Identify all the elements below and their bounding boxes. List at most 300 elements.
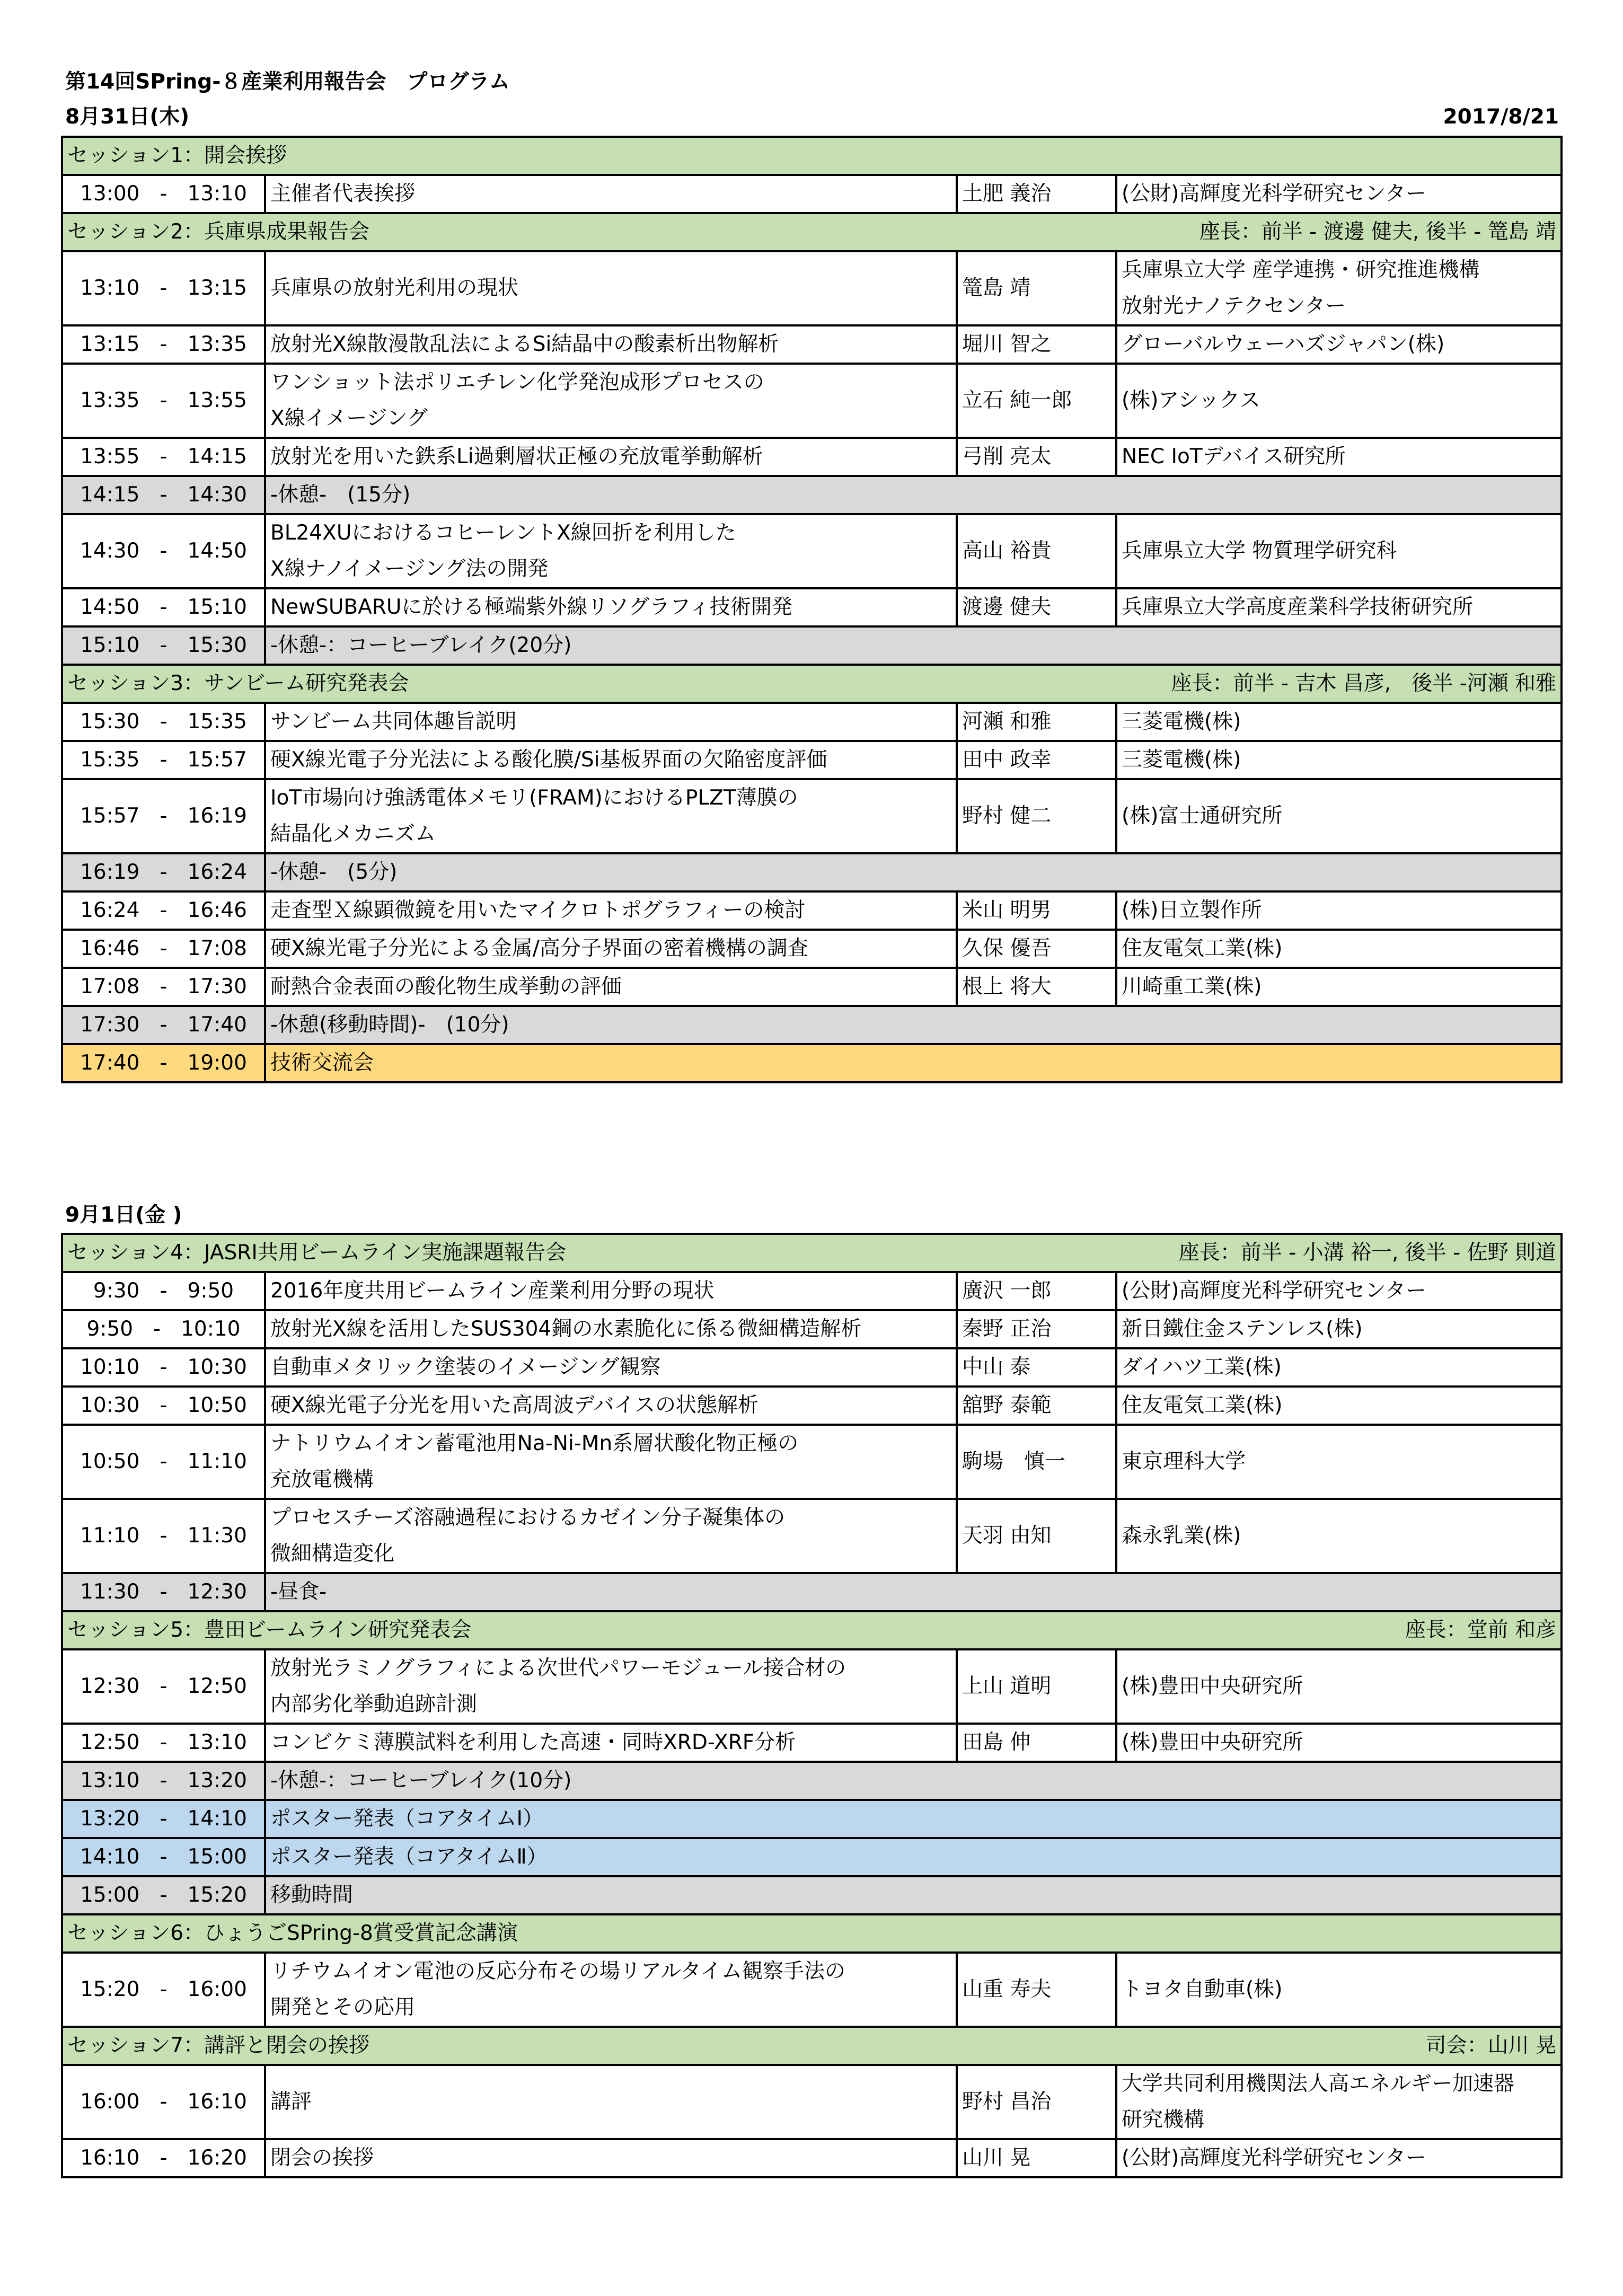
speaker-cell: 河瀬 和雅 [957, 703, 1116, 741]
time-cell [62, 1800, 265, 1838]
poster-row [62, 1800, 1562, 1838]
end-time: 16:20 [187, 2146, 247, 2170]
end-time: 13:20 [187, 1769, 247, 1792]
talk-row [62, 2065, 1562, 2139]
speaker-cell: 米山 明男 [957, 891, 1116, 930]
speaker-cell: 田中 政幸 [957, 741, 1116, 779]
time-cell [62, 1425, 265, 1499]
poster-row [62, 1838, 1562, 1876]
talk-title: サンビーム共同体趣旨説明 [270, 710, 517, 734]
speaker-cell: 廣沢 一郎 [957, 1272, 1116, 1310]
break-label: -休憩- (15分) [265, 476, 1562, 514]
start-time: 10:10 [80, 1355, 140, 1379]
talk-title-cell [265, 1649, 957, 1724]
affiliation: 兵庫県立大学高度産業科学技術研究所 [1122, 595, 1474, 619]
start-time: 11:30 [80, 1580, 140, 1604]
time-cell [62, 930, 265, 968]
start-time: 10:50 [80, 1450, 140, 1473]
time-separator: - [160, 633, 167, 657]
time-separator: - [160, 1051, 167, 1075]
affiliation-cell [1116, 1310, 1562, 1348]
start-time: 14:10 [80, 1845, 140, 1869]
time-separator: - [160, 1393, 167, 1417]
time-separator: - [160, 710, 167, 734]
talk-title-cell [265, 1425, 957, 1499]
time-separator: - [160, 1013, 167, 1037]
start-time: 9:50 [86, 1317, 134, 1341]
end-time: 14:10 [187, 1807, 247, 1831]
talk-title: 放射光X線散漫散乱法によるSi結晶中の酸素析出物解析 [270, 332, 779, 356]
break-row [62, 1006, 1562, 1044]
affiliation: 兵庫県立大学 産学連携・研究推進機構 [1122, 258, 1480, 282]
talk-title-cell [265, 175, 957, 213]
time-cell [62, 1310, 265, 1348]
start-time: 16:19 [80, 860, 140, 884]
talk-title: IoT市場向け強誘電体メモリ(FRAM)におけるPLZT薄膜の [270, 786, 798, 810]
talk-title-cell [265, 703, 957, 741]
talk-title: X線イメージング [270, 407, 428, 430]
talk-row [62, 588, 1562, 626]
talk-title-cell [265, 891, 957, 930]
break-row [62, 1573, 1562, 1611]
time-cell [62, 703, 265, 741]
affiliation-cell [1116, 1272, 1562, 1310]
time-cell [62, 626, 265, 665]
talk-row [62, 438, 1562, 476]
end-time: 17:08 [187, 937, 247, 960]
affiliation: 東京理科大学 [1122, 1450, 1246, 1473]
affiliation: 三菱電機(株) [1122, 710, 1241, 734]
affiliation: 川崎重工業(株) [1122, 975, 1262, 999]
affiliation: 放射光ナノテクセンター [1122, 294, 1346, 318]
end-time: 15:57 [187, 748, 247, 772]
time-separator: - [160, 937, 167, 960]
break-row [62, 626, 1562, 665]
talk-title: BL24XUにおけるコヒーレントX線回折を利用した [270, 521, 736, 545]
break-label: -休憩(移動時間)- (10分) [265, 1006, 1562, 1044]
talk-row [62, 364, 1562, 438]
end-time: 13:10 [187, 182, 247, 206]
talk-row [62, 1387, 1562, 1425]
time-separator: - [160, 975, 167, 999]
end-time: 11:10 [187, 1450, 247, 1473]
time-separator: - [160, 1883, 167, 1907]
affiliation-cell [1116, 930, 1562, 968]
session-row [62, 665, 1562, 703]
end-time: 16:19 [187, 804, 247, 828]
time-cell [62, 891, 265, 930]
time-cell [62, 1724, 265, 1762]
session-chair: 座長：前半 - 小溝 裕一, 後半 - 佐野 則道 [1178, 1241, 1557, 1265]
affiliation-cell [1116, 514, 1562, 588]
talk-title-cell [265, 1310, 957, 1348]
talk-title: 兵庫県の放射光利用の現状 [270, 276, 519, 300]
talk-row [62, 1953, 1562, 2027]
day-label: 8月31日(木) [65, 105, 190, 129]
talk-title-cell [265, 741, 957, 779]
time-cell [62, 364, 265, 438]
affiliation: (株)富士通研究所 [1122, 804, 1283, 828]
talk-title: X線ナノイメージング法の開発 [270, 557, 549, 581]
speaker-cell: 天羽 由知 [957, 1499, 1116, 1573]
end-time: 11:30 [187, 1524, 247, 1548]
talk-title: 硬X線光電子分光法による酸化膜/Si基板界面の欠陥密度評価 [270, 748, 827, 772]
session-header-cell [62, 137, 1562, 175]
talk-title: 微細構造変化 [270, 1542, 395, 1566]
affiliation-cell [1116, 251, 1562, 325]
talk-row [62, 175, 1562, 213]
time-separator: - [160, 1355, 167, 1379]
end-time: 16:46 [187, 898, 247, 922]
start-time: 15:10 [80, 633, 140, 657]
time-separator: - [160, 804, 167, 828]
time-cell [62, 1649, 265, 1724]
time-separator: - [160, 1674, 167, 1698]
affiliation: 住友電気工業(株) [1122, 937, 1283, 960]
start-time: 15:00 [80, 1883, 140, 1907]
start-time: 12:30 [80, 1674, 140, 1698]
speaker-cell: 篭島 靖 [957, 251, 1116, 325]
speaker-cell: 山川 晃 [957, 2139, 1116, 2177]
talk-title-cell [265, 514, 957, 588]
speaker-cell: 野村 昌治 [957, 2065, 1116, 2139]
time-separator: - [160, 898, 167, 922]
time-cell [62, 741, 265, 779]
time-separator: - [160, 539, 167, 563]
talk-row [62, 779, 1562, 853]
poster-label: ポスター発表（コアタイムⅡ） [265, 1838, 1562, 1876]
end-time: 16:24 [187, 860, 247, 884]
affiliation-cell [1116, 1348, 1562, 1387]
affiliation-cell [1116, 438, 1562, 476]
affiliation-cell [1116, 741, 1562, 779]
start-time: 13:20 [80, 1807, 140, 1831]
session-header-cell [62, 665, 1562, 703]
affiliation: (株)日立製作所 [1122, 898, 1262, 922]
break-label: -昼食- [265, 1573, 1562, 1611]
talk-title: ナトリウムイオン蓄電池用Na-Ni-Mn系層状酸化物正極の [270, 1432, 799, 1455]
talk-title: 閉会の挨拶 [270, 2146, 374, 2170]
start-time: 13:55 [80, 445, 140, 469]
affiliation: 新日鐵住金ステンレス(株) [1122, 1317, 1363, 1341]
end-time: 12:50 [187, 1674, 247, 1698]
talk-title: NewSUBARUに於ける極端紫外線リソグラフィ技術開発 [270, 595, 792, 619]
time-separator: - [160, 860, 167, 884]
talk-title: 放射光を用いた鉄系Li過剰層状正極の充放電挙動解析 [270, 445, 763, 469]
session-title: セッション1：開会挨拶 [67, 144, 287, 167]
time-cell [62, 853, 265, 891]
affiliation-cell [1116, 2139, 1562, 2177]
time-cell [62, 438, 265, 476]
speaker-cell: 久保 優吾 [957, 930, 1116, 968]
affiliation: (公財)高輝度光科学研究センター [1122, 182, 1426, 206]
start-time: 13:15 [80, 332, 140, 356]
time-separator: - [160, 1580, 167, 1604]
session-title: セッション6：ひょうごSPring-8賞受賞記念講演 [67, 1921, 518, 1945]
session-header-cell [62, 2027, 1562, 2065]
speaker-cell: 上山 道明 [957, 1649, 1116, 1724]
start-time: 12:50 [80, 1730, 140, 1754]
time-cell [62, 1387, 265, 1425]
affiliation-cell [1116, 1425, 1562, 1499]
affiliation-cell [1116, 1649, 1562, 1724]
affiliation: (公財)高輝度光科学研究センター [1122, 2146, 1426, 2170]
time-separator: - [160, 388, 167, 412]
session-chair: 座長：前半 - 吉木 昌彦, 後半 -河瀬 和雅 [1171, 672, 1557, 695]
affiliation-cell [1116, 588, 1562, 626]
end-time: 13:15 [187, 276, 247, 300]
session-row [62, 2027, 1562, 2065]
affiliation: 森永乳業(株) [1122, 1524, 1241, 1548]
talk-title-cell [265, 1724, 957, 1762]
end-time: 12:30 [187, 1580, 247, 1604]
affiliation: 大学共同利用機関法人高エネルギー加速器 [1122, 2072, 1515, 2096]
session-header-cell [62, 1234, 1562, 1272]
day-header [65, 104, 1559, 130]
talk-title-cell [265, 2139, 957, 2177]
talk-row [62, 1425, 1562, 1499]
time-cell [62, 476, 265, 514]
time-separator: - [160, 1807, 167, 1831]
time-cell [62, 325, 265, 364]
end-time: 17:30 [187, 975, 247, 999]
session-chair: 座長：堂前 和彦 [1405, 1618, 1557, 1642]
time-cell [62, 1573, 265, 1611]
talk-title-cell [265, 251, 957, 325]
time-cell [62, 1044, 265, 1082]
talk-title: ワンショット法ポリエチレン化学発泡成形プロセスの [270, 370, 764, 394]
talk-row [62, 1272, 1562, 1310]
time-cell [62, 1272, 265, 1310]
end-time: 16:10 [187, 2090, 247, 2114]
time-separator: - [160, 445, 167, 469]
session-row [62, 1234, 1562, 1272]
affiliation: (株)豊田中央研究所 [1122, 1674, 1303, 1698]
talk-title-cell [265, 325, 957, 364]
time-separator: - [160, 1730, 167, 1754]
talk-row [62, 2139, 1562, 2177]
affiliation: 兵庫県立大学 物質理学研究科 [1122, 539, 1397, 563]
end-time: 14:15 [187, 445, 247, 469]
affiliation-cell [1116, 1499, 1562, 1573]
talk-title-cell [265, 364, 957, 438]
break-label: 移動時間 [265, 1876, 1562, 1914]
end-time: 16:00 [187, 1977, 247, 2001]
time-cell [62, 968, 265, 1006]
talk-row [62, 251, 1562, 325]
start-time: 13:00 [80, 182, 140, 206]
start-time: 17:08 [80, 975, 140, 999]
day-header [65, 1202, 1559, 1229]
start-time: 16:24 [80, 898, 140, 922]
schedule-table-day2 [61, 1233, 1563, 2178]
break-label: -休憩-：コーヒーブレイク(10分) [265, 1762, 1562, 1800]
time-cell [62, 1348, 265, 1387]
start-time: 13:35 [80, 388, 140, 412]
affiliation-cell [1116, 1387, 1562, 1425]
affiliation: 住友電気工業(株) [1122, 1393, 1283, 1417]
talk-title: 講評 [270, 2090, 312, 2114]
speaker-cell: 土肥 義治 [957, 175, 1116, 213]
talk-title: 2016年度共用ビームライン産業利用分野の現状 [270, 1279, 715, 1303]
talk-row [62, 1310, 1562, 1348]
speaker-cell: 駒場 慎一 [957, 1425, 1116, 1499]
time-cell [62, 1953, 265, 2027]
talk-row [62, 891, 1562, 930]
session-header-cell [62, 1611, 1562, 1649]
time-separator: - [160, 1524, 167, 1548]
affiliation: グローバルウェーハズジャパン(株) [1122, 332, 1445, 356]
start-time: 17:40 [80, 1051, 140, 1075]
start-time: 13:10 [80, 276, 140, 300]
time-separator: - [160, 1845, 167, 1869]
time-separator: - [160, 1977, 167, 2001]
affiliation-cell [1116, 1953, 1562, 2027]
affiliation: 研究機構 [1122, 2108, 1205, 2132]
session-title: セッション3：サンビーム研究発表会 [67, 672, 409, 695]
affiliation: (公財)高輝度光科学研究センター [1122, 1279, 1426, 1303]
start-time: 16:10 [80, 2146, 140, 2170]
page-title: 第14回SPring-８産業利用報告会 プログラム [65, 70, 510, 94]
start-time: 10:30 [80, 1393, 140, 1417]
time-cell [62, 1876, 265, 1914]
talk-title-cell [265, 968, 957, 1006]
time-separator: - [153, 1317, 161, 1341]
talk-title-cell [265, 1348, 957, 1387]
time-cell [62, 1762, 265, 1800]
talk-title: 結晶化メカニズム [270, 822, 436, 846]
talk-title-cell [265, 1953, 957, 2027]
end-time: 15:10 [187, 595, 247, 619]
talk-row [62, 1499, 1562, 1573]
time-separator: - [160, 595, 167, 619]
affiliation-cell [1116, 968, 1562, 1006]
start-time: 17:30 [80, 1013, 140, 1037]
time-separator: - [160, 276, 167, 300]
affiliation: 三菱電機(株) [1122, 748, 1241, 772]
talk-title: 放射光ラミノグラフィによる次世代パワーモジュール接合材の [270, 1656, 846, 1680]
speaker-cell: 秦野 正治 [957, 1310, 1116, 1348]
talk-title: 硬X線光電子分光を用いた高周波デバイスの状態解析 [270, 1393, 758, 1417]
start-time: 15:20 [80, 1977, 140, 2001]
session-title: セッション2：兵庫県成果報告会 [67, 220, 370, 244]
talk-title: 自動車メタリック塗装のイメージング観察 [270, 1355, 661, 1379]
time-cell [62, 1499, 265, 1573]
end-time: 17:40 [187, 1013, 247, 1037]
affiliation-cell [1116, 175, 1562, 213]
affiliation-cell [1116, 2065, 1562, 2139]
talk-title: 放射光X線を活用したSUS304鋼の水素脆化に係る微細構造解析 [270, 1317, 862, 1341]
speaker-cell: 堀川 智之 [957, 325, 1116, 364]
end-time: 19:00 [187, 1051, 247, 1075]
talk-title: プロセスチーズ溶融過程におけるカゼイン分子凝集体の [270, 1506, 786, 1530]
talk-row [62, 1724, 1562, 1762]
talk-row [62, 741, 1562, 779]
talk-title-cell [265, 588, 957, 626]
talk-title: 硬X線光電子分光による金属/高分子界面の密着機構の調査 [270, 937, 808, 960]
break-row [62, 1876, 1562, 1914]
social-row [62, 1044, 1562, 1082]
break-row [62, 853, 1562, 891]
talk-title-cell [265, 1272, 957, 1310]
talk-title: 充放電機構 [270, 1468, 374, 1491]
start-time: 13:10 [80, 1769, 140, 1792]
affiliation: (株)アシックス [1122, 388, 1260, 412]
end-time: 14:30 [187, 483, 247, 507]
talk-row [62, 968, 1562, 1006]
break-row [62, 1762, 1562, 1800]
day-label: 9月1日(金 ) [65, 1203, 182, 1227]
time-separator: - [160, 2146, 167, 2170]
talk-title: 主催者代表挨拶 [270, 182, 416, 206]
end-time: 15:30 [187, 633, 247, 657]
end-time: 15:20 [187, 1883, 247, 1907]
time-cell [62, 251, 265, 325]
talk-row [62, 703, 1562, 741]
end-time: 14:50 [187, 539, 247, 563]
talk-title-cell [265, 930, 957, 968]
talk-row [62, 930, 1562, 968]
time-cell [62, 175, 265, 213]
affiliation-cell [1116, 779, 1562, 853]
document-date: 2017/8/21 [1443, 105, 1559, 129]
affiliation-cell [1116, 703, 1562, 741]
end-time: 13:10 [187, 1730, 247, 1754]
end-time: 9:50 [187, 1279, 234, 1303]
session-header-cell [62, 1914, 1562, 1953]
session-row [62, 213, 1562, 251]
start-time: 14:30 [80, 539, 140, 563]
speaker-cell: 田島 伸 [957, 1724, 1116, 1762]
time-separator: - [160, 483, 167, 507]
session-row [62, 137, 1562, 175]
talk-title: 内部劣化挙動追跡計測 [270, 1692, 478, 1716]
speaker-cell: 山重 寿夫 [957, 1953, 1116, 2027]
time-separator: - [160, 332, 167, 356]
affiliation: (株)豊田中央研究所 [1122, 1730, 1303, 1754]
speaker-cell: 高山 裕貴 [957, 514, 1116, 588]
affiliation-cell [1116, 364, 1562, 438]
end-time: 15:35 [187, 710, 247, 734]
time-separator: - [160, 1769, 167, 1792]
time-cell [62, 1006, 265, 1044]
session-title: セッション4：JASRI共用ビームライン実施課題報告会 [67, 1241, 567, 1265]
time-cell [62, 514, 265, 588]
speaker-cell: 舘野 泰範 [957, 1387, 1116, 1425]
speaker-cell: 根上 将大 [957, 968, 1116, 1006]
break-label: -休憩- (5分) [265, 853, 1562, 891]
talk-title-cell [265, 438, 957, 476]
end-time: 15:00 [187, 1845, 247, 1869]
end-time: 10:10 [181, 1317, 241, 1341]
speaker-cell: 渡邊 健夫 [957, 588, 1116, 626]
talk-title-cell [265, 779, 957, 853]
session-row [62, 1611, 1562, 1649]
talk-title-cell [265, 2065, 957, 2139]
affiliation: トヨタ自動車(株) [1122, 1977, 1283, 2001]
speaker-cell: 立石 純一郎 [957, 364, 1116, 438]
start-time: 11:10 [80, 1524, 140, 1548]
end-time: 10:50 [187, 1393, 247, 1417]
talk-title-cell [265, 1499, 957, 1573]
affiliation-cell [1116, 1724, 1562, 1762]
affiliation-cell [1116, 325, 1562, 364]
start-time: 15:57 [80, 804, 140, 828]
poster-label: ポスター発表（コアタイムⅠ） [265, 1800, 1562, 1838]
start-time: 16:00 [80, 2090, 140, 2114]
schedule-table-day1 [61, 136, 1563, 1083]
time-cell [62, 2065, 265, 2139]
